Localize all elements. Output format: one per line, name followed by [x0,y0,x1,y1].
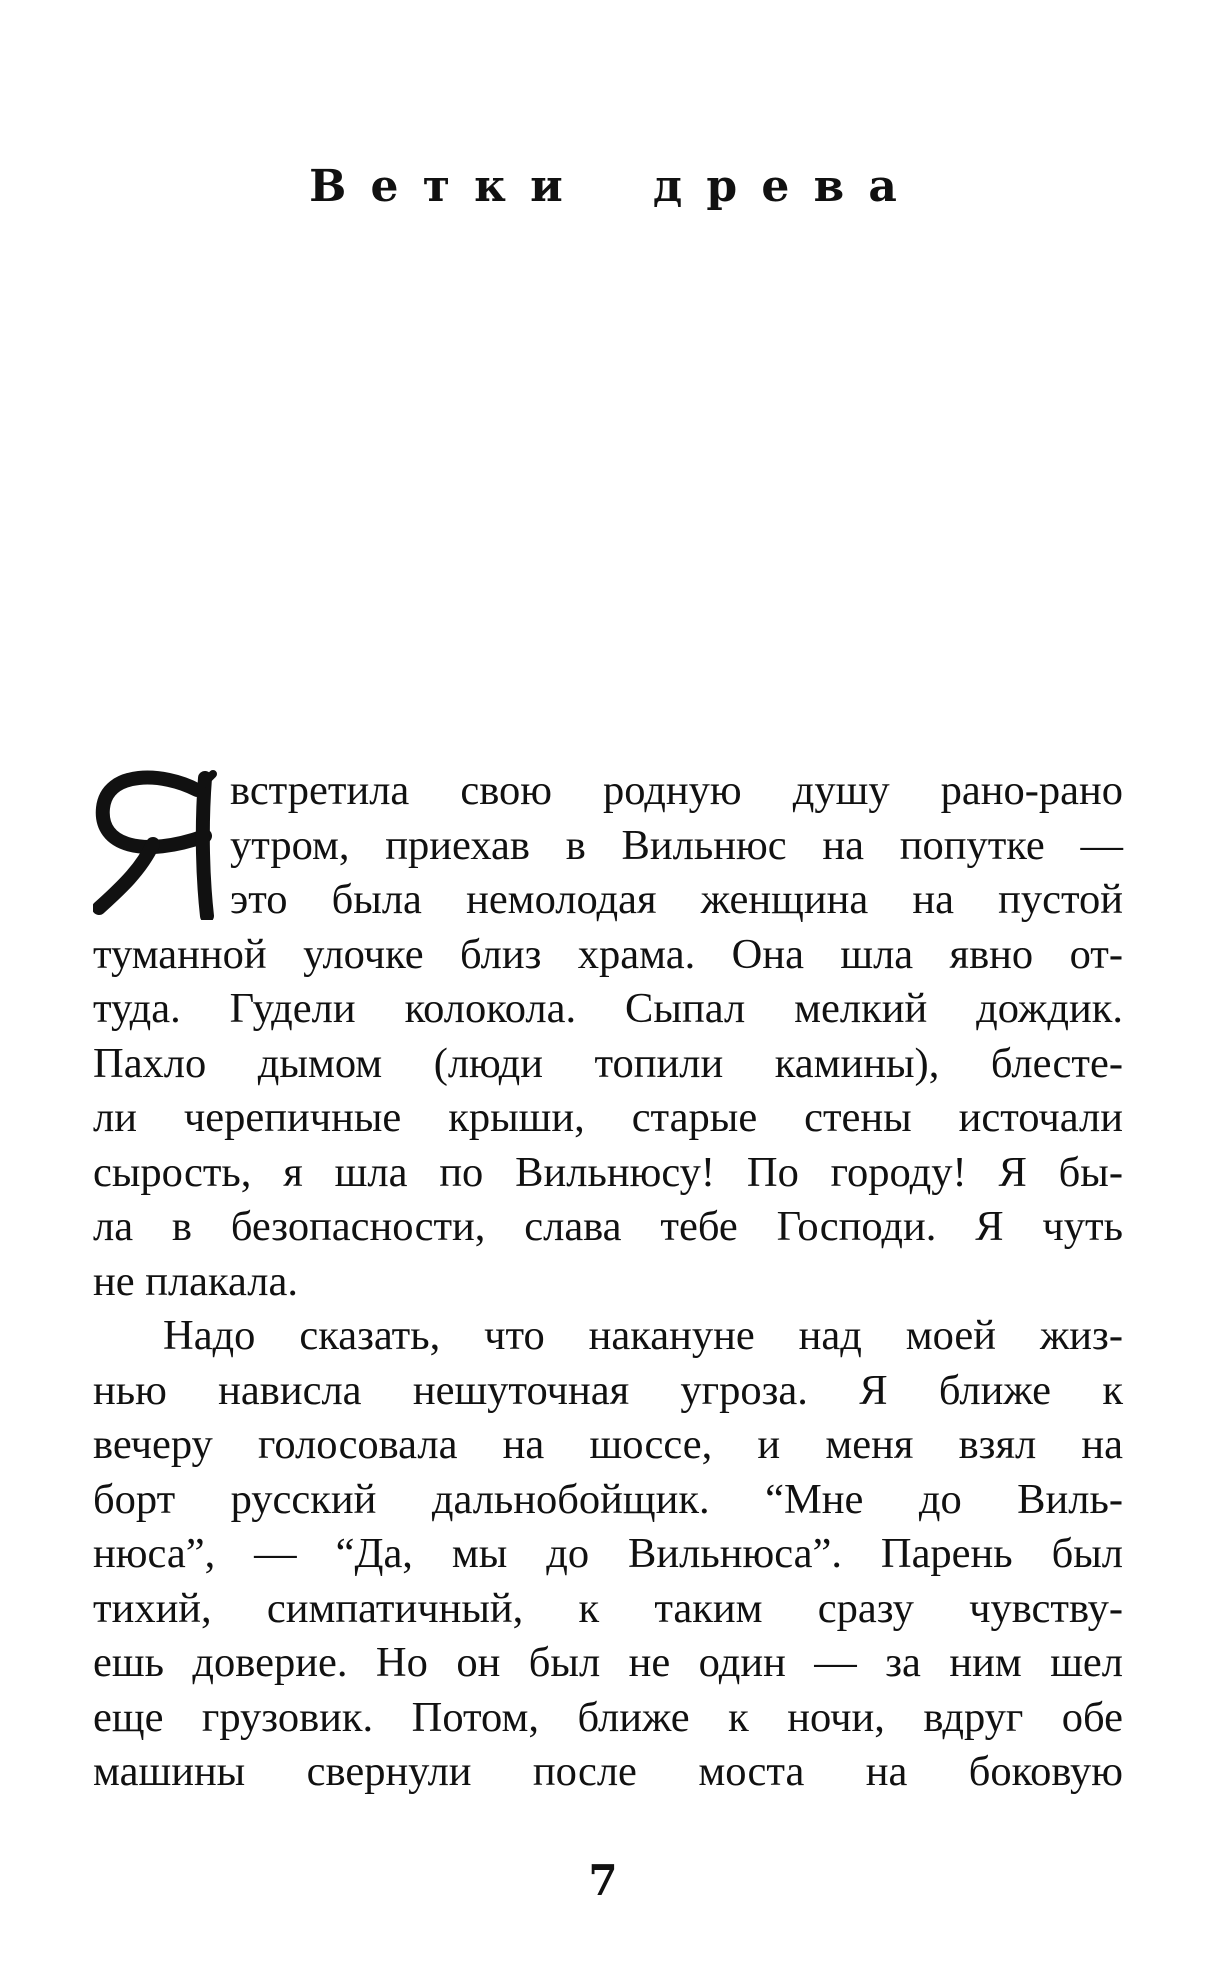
text-line: тихий, симпатичный, к таким сразу чувству- [93,1584,1123,1632]
paragraph-1 [93,928,1123,1310]
running-title: Ветки древа [309,161,922,212]
opening-with-drop-cap [93,764,1123,928]
text-line: Пахло дымом (люди топили камины), блесте- [93,1039,1123,1087]
text-line: ли черепичные крыши, старые стены источали [93,1094,1123,1141]
text-line: утром, приехав в Вильнюс на попутке — [230,821,1123,869]
text-line: сырость, я шла по Вильнюсу! По городу! Я бы- [93,1148,1123,1196]
text-line: ешь доверие. Но он был не один — за ним шел [93,1639,1123,1686]
text-line: ла в безопасности, слава тебе Господи. Я чуть [93,1203,1123,1250]
body-text [93,764,1123,1800]
text-line: борт русский дальнобойщик. “Мне до Виль- [93,1475,1123,1523]
text-line: туманной улочке близ храма. Она шла явно от- [93,930,1123,978]
text-line: Надо сказать, что накануне над моей жиз- [163,1312,1123,1359]
page-number: 7 [588,1856,618,1905]
text-line: еще грузовик. Потом, ближе к ночи, вдруг обе [93,1693,1123,1741]
text-line: нюса”, — “Да, мы до Вильнюса”. Парень был [93,1530,1123,1577]
text-line: вечеру голосовала на шоссе, и меня взял на [93,1421,1123,1468]
text-line: это была немолодая женщина на пустой [230,876,1123,923]
text-line: туда. Гудели колокола. Сыпал мелкий дождик. [93,985,1123,1032]
text-line: встретила свою родную душу рано-рано [230,767,1123,814]
text-line: не плакала. [93,1257,298,1305]
text-line: машины свернули после моста на боковую [93,1748,1123,1795]
paragraph-2 [93,1309,1123,1800]
text-line: нью нависла нешуточная угроза. Я ближе к [93,1366,1123,1414]
drop-cap-letter-ya [93,760,223,920]
opening-lines [230,764,1123,928]
